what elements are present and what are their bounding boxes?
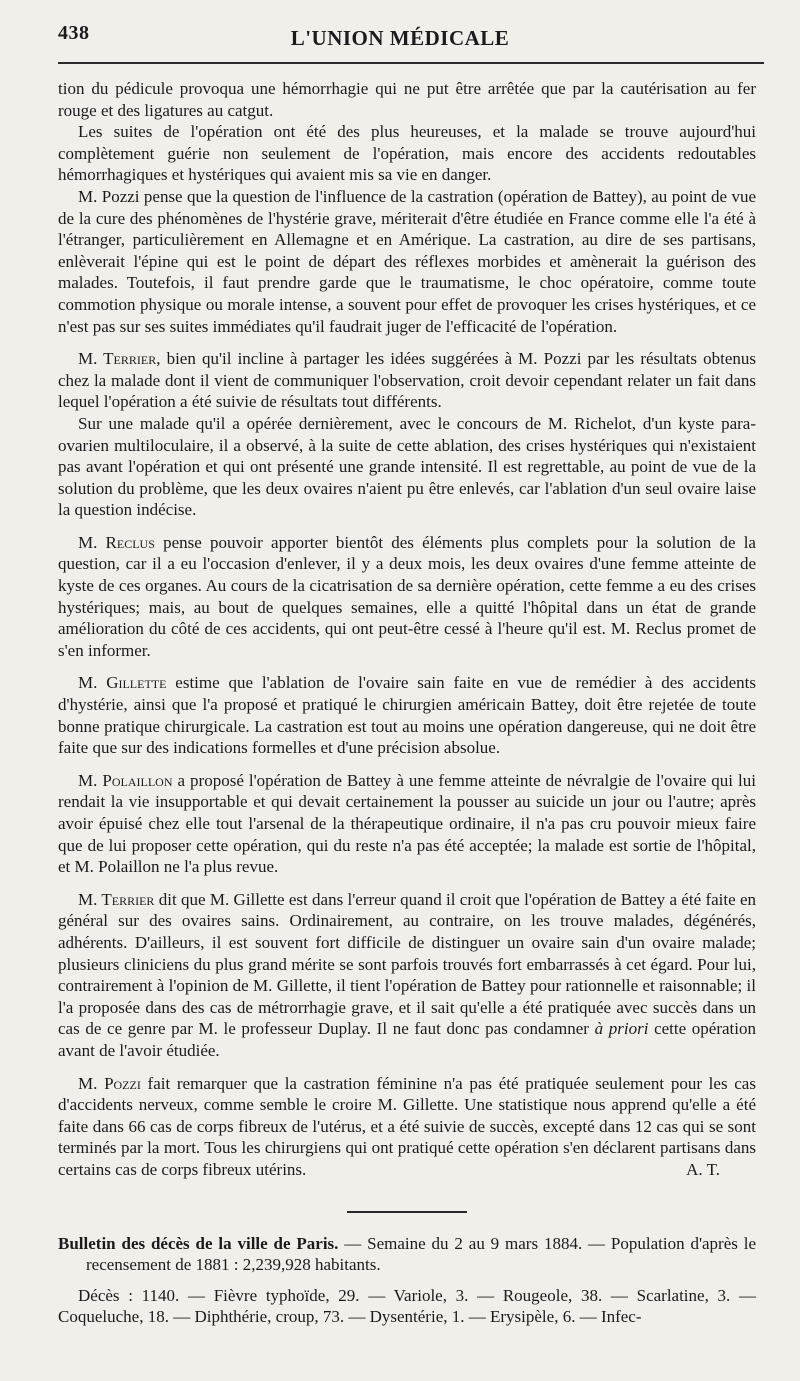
paragraph-richelot-case: Sur une malade qu'il a opérée dernièrement, avec le concours de M. Richelot, d'un kyste para-ovarien multiloculaire, il a observé, à la suite de cette ablation, des crises hystériques qui n'existaient pas avant l'opération et qui ont présenté une grande intensité. Il est regrettable, au point de vue de la solution du problème, que les deux ovaires n'aient pu être enlevés, car l'ablation d'un seul ovaire laise la question indécise. <box>58 413 756 520</box>
section-divider <box>347 1211 467 1213</box>
speaker-name: M. Terrier <box>78 889 155 909</box>
paragraph-terrier-1 <box>58 348 756 413</box>
speaker-name: M. Terrier, <box>78 349 161 369</box>
bulletin-stats: Décès : 1140. — Fièvre typhoïde, 29. — Variole, 3. — Rougeole, 38. — Scarlatine, 3. — Coqueluche, 18. — Diphthérie, croup, 73. — Dysentérie, 1. — Erysipèle, 6. — Infec- <box>58 1285 756 1327</box>
journal-title: L'UNION MÉDICALE <box>290 26 510 50</box>
paragraph-3: M. Pozzi pense que la question de l'influence de la castration (opération de Battey), au point de vue de la cure des phénomènes de l'hystérie grave, mériterait d'être étudiée en France comme elle l'a été à l'étranger, particulièrement en Allemagne et en Amérique. La castration, au dire de ses partisans, enlèverait l'épine qui est le point de départ des réflexes morbides et amènerait la guérison des malades. Toutefois, il faut prendre garde que le traumatisme, le choc opératoire, comme toute commotion physique ou morale intense, a souvent pour effet de provoquer les crises hystériques, et ce n'est pas sur ses suites immédiates qu'il faudrait juger de l'efficacité de l'opération. <box>58 186 756 336</box>
paragraph-gillette <box>58 672 756 758</box>
italic-term: à priori <box>594 1019 649 1039</box>
bulletin-paragraph <box>58 1233 756 1276</box>
paragraph-reclus <box>58 532 756 662</box>
paragraph-polaillon <box>58 770 756 878</box>
paragraph-text: fait remarquer que la castration féminine n'a pas été pratiquée seulement pour les cas d'accidents nerveux, comme semble le croire M. Gillette. Une statistique nous apprend qu'elle a été faite dans 66 cas de corps fibreux de l'utérus, et a été suivie de succès, excepté dans 12 cas qui se sont terminés par la mort. Tous les chirurgiens qui ont pratiqué cette opération s'en déclarent partisans dans certains cas de corps fibreux utérins. <box>58 1073 756 1179</box>
speaker-name: M. Polaillon <box>78 770 173 790</box>
bulletin-text: — Semaine du 2 au 9 mars 1884. — Population d'après le recensement de 1881 : 2,239,928 habitants. <box>86 1233 757 1275</box>
signature: A. T. <box>686 1159 720 1179</box>
paragraph-text: cette opération avant de l'avoir étudiée. <box>58 1019 756 1060</box>
paragraph-2: Les suites de l'opération ont été des plus heureuses, et la malade se trouve aujourd'hui complètement guérie non seulement de l'opération, mais encore des accidents redoutables hémorrhagiques et hystériques qui avaient mis sa vie en danger. <box>58 122 756 185</box>
paragraph-text: pense pouvoir apporter bientôt des éléments plus complets pour la solution de la question, car il a eu l'occasion d'enlever, il y a deux mois, les deux ovaires d'une femme atteinte de kyste de ces organes. Au cours de la cicatrisation de sa dernière opération, cette femme a eu des crises hystériques; mais, au bout de quelques semaines, elle a quitté l'hôpital dans un état de grande amélioration du côté de ces accidents, qui ont peut-être cessé à l'heure qu'il est. M. Reclus promet de s'en informer. <box>58 532 756 660</box>
paragraph-terrier-2 <box>58 889 756 1062</box>
speaker-name: M. Gillette <box>78 673 167 693</box>
bulletin-heading: Bulletin des décès de la ville de Paris. <box>58 1233 339 1253</box>
speaker-name: M. Pozzi <box>78 1073 141 1093</box>
paragraph-text: estime que l'ablation de l'ovaire sain faite en vue de remédier à des accidents d'hystérie, ainsi que l'a proposé et pratiqué le chirurgien américain Battey, doit être rejetée de toute bonne pratique chirurgicale. La castration est tout au moins une opération dangereuse, qui ne doit être faite que sur des indications formelles et d'une précision absolue. <box>58 673 756 758</box>
paragraph-text: dit que M. Gillette est dans l'erreur quand il croit que l'opération de Battey a été faite en général sur des ovaires sains. Ordinairement, au contraire, on les trouve malades, dégénérés, adhérents. D'ailleurs, il est souvent fort difficile de distinguer un ovaire sain d'un ovaire malade; plusieurs cliniciens du plus grand mérite se sont parfois trouvés fort embarrassés à cet égard. Pour lui, contrairement à l'opinion de M. Gillette, il tient l'opération de Battey pour rationnelle et raisonnable; il l'a proposée dans des cas de métrorrhagie grave, et il sait qu'elle a été pratiquée avec succès dans un cas de ce genre par M. le professeur Duplay. Il ne faut donc pas condamner <box>58 889 756 1039</box>
page-header <box>58 22 756 52</box>
header-rule <box>58 62 764 64</box>
paragraph-text: bien qu'il incline à partager les idées suggérées à M. Pozzi par les résultats obtenus chez la malade dont il vient de communiquer l'observation, croit devoir cependant relater un fait dans lequel l'opération a été suivie de résultats tout différents. <box>58 349 756 412</box>
paragraph-1: tion du pédicule provoqua une hémorrhagie qui ne put être arrêtée que par la cautérisation au fer rouge et des ligatures au catgut. <box>58 79 756 120</box>
paragraph-text: a proposé l'opération de Battey à une femme atteinte de névralgie de l'ovaire qui lui rendait la vie insupportable et qui devait certainement la pousser au suicide un jour ou l'autre; après avoir épuisé chez elle tout l'arsenal de la thérapeutique ordinaire, il n'a pas cru pouvoir mieux faire que de lui proposer cette opération, qui du reste n'a pas été acceptée; la malade est sortie de l'hôpital, et M. Polaillon ne l'a plus revue. <box>58 770 756 877</box>
speaker-name: M. Reclus <box>78 532 155 552</box>
page-number: 438 <box>58 22 90 44</box>
